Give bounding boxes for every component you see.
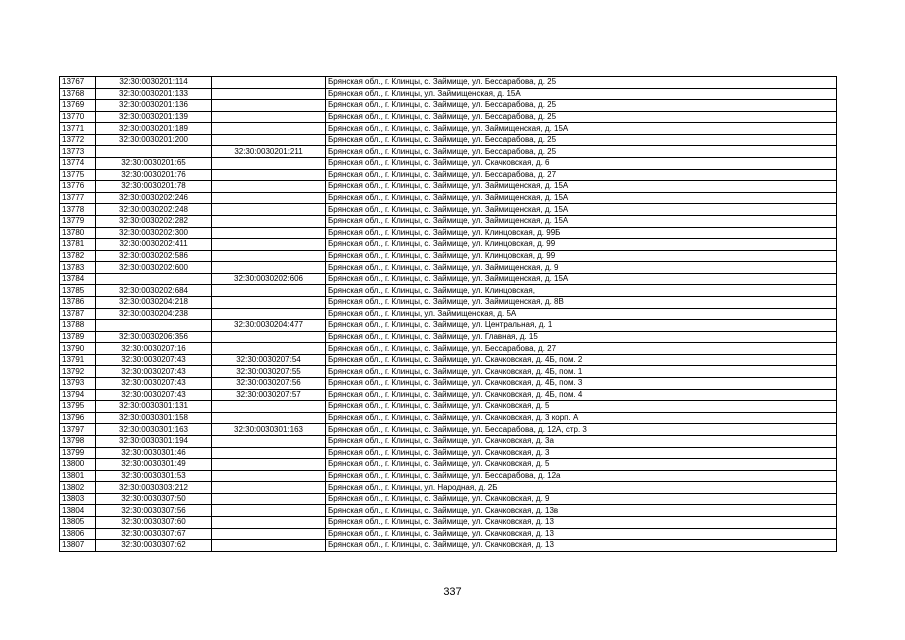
related-cadastral-number-cell: 32:30:0030207:54 (212, 354, 326, 366)
address-cell: Брянская обл., г. Клинцы, с. Займище, ул. Займищенская, д. 15А (326, 192, 837, 204)
cadastral-number-cell: 32:30:0030307:60 (96, 516, 212, 528)
cadastral-number-cell: 32:30:0030202:684 (96, 285, 212, 297)
table-row (60, 192, 837, 204)
row-number-cell: 13805 (60, 516, 96, 528)
row-number-cell: 13800 (60, 459, 96, 471)
cadastral-number-cell: 32:30:0030201:133 (96, 88, 212, 100)
row-number-cell: 13770 (60, 111, 96, 123)
row-number-cell: 13784 (60, 273, 96, 285)
cadastral-number-cell: 32:30:0030301:53 (96, 470, 212, 482)
table-row (60, 308, 837, 320)
cadastral-number-cell: 32:30:0030204:238 (96, 308, 212, 320)
address-cell: Брянская обл., г. Клинцы, с. Займище, ул. Бессарабова, д. 12А, стр. 3 (326, 424, 837, 436)
address-cell: Брянская обл., г. Клинцы, с. Займище, ул. Клинцовская, д. 99 (326, 239, 837, 251)
related-cadastral-number-cell (212, 308, 326, 320)
cadastral-number-cell: 32:30:0030201:65 (96, 158, 212, 170)
row-number-cell: 13806 (60, 528, 96, 540)
related-cadastral-number-cell (212, 250, 326, 262)
address-cell: Брянская обл., г. Клинцы, с. Займище, ул. Займищенская, д. 9 (326, 262, 837, 274)
cadastral-number-cell: 32:30:0030303:212 (96, 482, 212, 494)
table-row (60, 239, 837, 251)
related-cadastral-number-cell (212, 88, 326, 100)
address-cell: Брянская обл., г. Клинцы, с. Займище, ул. Займищенская, д. 15А (326, 123, 837, 135)
row-number-cell: 13782 (60, 250, 96, 262)
related-cadastral-number-cell: 32:30:0030207:56 (212, 378, 326, 390)
table-row (60, 470, 837, 482)
table-row (60, 273, 837, 285)
row-number-cell: 13803 (60, 493, 96, 505)
related-cadastral-number-cell (212, 169, 326, 181)
cadastral-number-cell: 32:30:0030201:200 (96, 134, 212, 146)
table-row (60, 227, 837, 239)
table-row (60, 435, 837, 447)
table-row (60, 528, 837, 540)
related-cadastral-number-cell (212, 516, 326, 528)
cadastral-number-cell: 32:30:0030201:139 (96, 111, 212, 123)
related-cadastral-number-cell (212, 331, 326, 343)
related-cadastral-number-cell: 32:30:0030202:606 (212, 273, 326, 285)
cadastral-number-cell (96, 273, 212, 285)
table-row (60, 77, 837, 89)
related-cadastral-number-cell: 32:30:0030201:211 (212, 146, 326, 158)
cadastral-number-cell (96, 146, 212, 158)
related-cadastral-number-cell (212, 215, 326, 227)
cadastral-number-cell: 32:30:0030207:43 (96, 354, 212, 366)
cadastral-number-cell: 32:30:0030206:356 (96, 331, 212, 343)
cadastral-number-cell: 32:30:0030307:56 (96, 505, 212, 517)
table-row (60, 343, 837, 355)
related-cadastral-number-cell (212, 204, 326, 216)
cadastral-number-cell: 32:30:0030207:43 (96, 389, 212, 401)
address-cell: Брянская обл., г. Клинцы, с. Займище, ул. Скачковская, д. 9 (326, 493, 837, 505)
table-row (60, 447, 837, 459)
address-cell: Брянская обл., г. Клинцы, с. Займище, ул. Бессарабова, д. 27 (326, 169, 837, 181)
cadastral-number-cell: 32:30:0030301:158 (96, 412, 212, 424)
row-number-cell: 13798 (60, 435, 96, 447)
cadastral-number-cell: 32:30:0030301:49 (96, 459, 212, 471)
cadastral-number-cell: 32:30:0030201:78 (96, 181, 212, 193)
address-cell: Брянская обл., г. Клинцы, с. Займище, ул. Скачковская, д. 13 (326, 516, 837, 528)
table-row (60, 88, 837, 100)
cadastral-number-cell: 32:30:0030201:114 (96, 77, 212, 89)
related-cadastral-number-cell (212, 181, 326, 193)
address-cell: Брянская обл., г. Клинцы, с. Займище, ул. Бессарабова, д. 25 (326, 146, 837, 158)
table-row (60, 262, 837, 274)
table-row (60, 158, 837, 170)
related-cadastral-number-cell (212, 528, 326, 540)
row-number-cell: 13781 (60, 239, 96, 251)
related-cadastral-number-cell (212, 285, 326, 297)
row-number-cell: 13777 (60, 192, 96, 204)
row-number-cell: 13795 (60, 401, 96, 413)
table-row (60, 354, 837, 366)
table-row (60, 146, 837, 158)
related-cadastral-number-cell (212, 158, 326, 170)
related-cadastral-number-cell (212, 482, 326, 494)
row-number-cell: 13796 (60, 412, 96, 424)
address-cell: Брянская обл., г. Клинцы, с. Займище, ул. Клинцовская, д. 99 (326, 250, 837, 262)
address-cell: Брянская обл., г. Клинцы, с. Займище, ул. Бессарабова, д. 25 (326, 111, 837, 123)
table-row (60, 123, 837, 135)
cadastral-number-cell: 32:30:0030301:46 (96, 447, 212, 459)
address-cell: Брянская обл., г. Клинцы, с. Займище, ул. Главная, д. 15 (326, 331, 837, 343)
table-row (60, 401, 837, 413)
related-cadastral-number-cell (212, 262, 326, 274)
cadastral-number-cell: 32:30:0030301:163 (96, 424, 212, 436)
row-number-cell: 13767 (60, 77, 96, 89)
row-number-cell: 13783 (60, 262, 96, 274)
table-row (60, 296, 837, 308)
related-cadastral-number-cell (212, 134, 326, 146)
address-cell: Брянская обл., г. Клинцы, с. Займище, ул. Займищенская, д. 8В (326, 296, 837, 308)
related-cadastral-number-cell: 32:30:0030301:163 (212, 424, 326, 436)
row-number-cell: 13771 (60, 123, 96, 135)
address-cell: Брянская обл., г. Клинцы, с. Займище, ул. Скачковская, д. 5 (326, 401, 837, 413)
row-number-cell: 13804 (60, 505, 96, 517)
related-cadastral-number-cell: 32:30:0030204:477 (212, 320, 326, 332)
table-row (60, 215, 837, 227)
registry-table-body (60, 77, 837, 552)
related-cadastral-number-cell (212, 296, 326, 308)
row-number-cell: 13792 (60, 366, 96, 378)
cadastral-number-cell: 32:30:0030202:246 (96, 192, 212, 204)
table-row (60, 320, 837, 332)
address-cell: Брянская обл., г. Клинцы, ул. Займищенская, д. 5А (326, 308, 837, 320)
row-number-cell: 13785 (60, 285, 96, 297)
address-cell: Брянская обл., г. Клинцы, с. Займище, ул. Займищенская, д. 15А (326, 273, 837, 285)
table-row (60, 424, 837, 436)
related-cadastral-number-cell (212, 111, 326, 123)
row-number-cell: 13769 (60, 100, 96, 112)
row-number-cell: 13779 (60, 215, 96, 227)
cadastral-number-cell: 32:30:0030307:62 (96, 540, 212, 552)
address-cell: Брянская обл., г. Клинцы, с. Займище, ул. Бессарабова, д. 12а (326, 470, 837, 482)
related-cadastral-number-cell (212, 123, 326, 135)
cadastral-number-cell: 32:30:0030307:50 (96, 493, 212, 505)
address-cell: Брянская обл., г. Клинцы, с. Займище, ул. Бессарабова, д. 27 (326, 343, 837, 355)
cadastral-number-cell: 32:30:0030202:600 (96, 262, 212, 274)
table-row (60, 389, 837, 401)
related-cadastral-number-cell (212, 100, 326, 112)
row-number-cell: 13787 (60, 308, 96, 320)
address-cell: Брянская обл., г. Клинцы, ул. Народная, д. 2Б (326, 482, 837, 494)
registry-table (59, 76, 837, 552)
cadastral-number-cell: 32:30:0030202:282 (96, 215, 212, 227)
row-number-cell: 13786 (60, 296, 96, 308)
table-row (60, 516, 837, 528)
cadastral-number-cell: 32:30:0030202:248 (96, 204, 212, 216)
related-cadastral-number-cell (212, 540, 326, 552)
row-number-cell: 13768 (60, 88, 96, 100)
related-cadastral-number-cell (212, 412, 326, 424)
related-cadastral-number-cell (212, 192, 326, 204)
row-number-cell: 13774 (60, 158, 96, 170)
row-number-cell: 13799 (60, 447, 96, 459)
table-row (60, 169, 837, 181)
table-row (60, 111, 837, 123)
table-row (60, 181, 837, 193)
table-row (60, 412, 837, 424)
address-cell: Брянская обл., г. Клинцы, с. Займище, ул. Скачковская, д. 5 (326, 459, 837, 471)
related-cadastral-number-cell (212, 459, 326, 471)
row-number-cell: 13789 (60, 331, 96, 343)
table-row (60, 459, 837, 471)
cadastral-number-cell: 32:30:0030207:43 (96, 366, 212, 378)
related-cadastral-number-cell (212, 493, 326, 505)
related-cadastral-number-cell: 32:30:0030207:57 (212, 389, 326, 401)
address-cell: Брянская обл., г. Клинцы, с. Займище, ул. Скачковская, д. 13 (326, 528, 837, 540)
address-cell: Брянская обл., г. Клинцы, с. Займище, ул. Займищенская, д. 15А (326, 204, 837, 216)
related-cadastral-number-cell (212, 401, 326, 413)
row-number-cell: 13794 (60, 389, 96, 401)
address-cell: Брянская обл., г. Клинцы, с. Займище, ул. Займищенская, д. 15А (326, 181, 837, 193)
address-cell: Брянская обл., г. Клинцы, с. Займище, ул. Клинцовская, д. 99Б (326, 227, 837, 239)
related-cadastral-number-cell (212, 470, 326, 482)
related-cadastral-number-cell (212, 505, 326, 517)
table-row (60, 505, 837, 517)
row-number-cell: 13793 (60, 378, 96, 390)
cadastral-number-cell: 32:30:0030307:67 (96, 528, 212, 540)
related-cadastral-number-cell (212, 77, 326, 89)
table-row (60, 134, 837, 146)
row-number-cell: 13773 (60, 146, 96, 158)
address-cell: Брянская обл., г. Клинцы, с. Займище, ул. Бессарабова, д. 25 (326, 100, 837, 112)
cadastral-number-cell: 32:30:0030201:136 (96, 100, 212, 112)
related-cadastral-number-cell (212, 435, 326, 447)
related-cadastral-number-cell: 32:30:0030207:55 (212, 366, 326, 378)
row-number-cell: 13802 (60, 482, 96, 494)
table-row (60, 482, 837, 494)
cadastral-number-cell: 32:30:0030301:131 (96, 401, 212, 413)
address-cell: Брянская обл., г. Клинцы, с. Займище, ул. Скачковская, д. 3 (326, 447, 837, 459)
cadastral-number-cell: 32:30:0030201:189 (96, 123, 212, 135)
related-cadastral-number-cell (212, 239, 326, 251)
table-row (60, 204, 837, 216)
row-number-cell: 13801 (60, 470, 96, 482)
table-row (60, 378, 837, 390)
address-cell: Брянская обл., г. Клинцы, с. Займище, ул. Бессарабова, д. 25 (326, 134, 837, 146)
table-row (60, 285, 837, 297)
address-cell: Брянская обл., г. Клинцы, с. Займище, ул. Скачковская, д. 4Б, пом. 2 (326, 354, 837, 366)
row-number-cell: 13790 (60, 343, 96, 355)
row-number-cell: 13775 (60, 169, 96, 181)
row-number-cell: 13778 (60, 204, 96, 216)
address-cell: Брянская обл., г. Клинцы, ул. Займищенская, д. 15А (326, 88, 837, 100)
related-cadastral-number-cell (212, 343, 326, 355)
row-number-cell: 13807 (60, 540, 96, 552)
row-number-cell: 13780 (60, 227, 96, 239)
row-number-cell: 13791 (60, 354, 96, 366)
table-row (60, 366, 837, 378)
row-number-cell: 13797 (60, 424, 96, 436)
address-cell: Брянская обл., г. Клинцы, с. Займище, ул. Скачковская, д. 6 (326, 158, 837, 170)
cadastral-number-cell: 32:30:0030202:411 (96, 239, 212, 251)
related-cadastral-number-cell (212, 227, 326, 239)
address-cell: Брянская обл., г. Клинцы, с. Займище, ул. Скачковская, д. 4Б, пом. 4 (326, 389, 837, 401)
cadastral-number-cell: 32:30:0030202:300 (96, 227, 212, 239)
table-row (60, 100, 837, 112)
cadastral-number-cell (96, 320, 212, 332)
table-row (60, 540, 837, 552)
cadastral-number-cell: 32:30:0030207:43 (96, 378, 212, 390)
table-row (60, 331, 837, 343)
table-row (60, 493, 837, 505)
table-row (60, 250, 837, 262)
address-cell: Брянская обл., г. Клинцы, с. Займище, ул. Клинцовская, (326, 285, 837, 297)
page-number: 337 (443, 586, 462, 598)
row-number-cell: 13788 (60, 320, 96, 332)
address-cell: Брянская обл., г. Клинцы, с. Займище, ул. Скачковская, д. 13 (326, 540, 837, 552)
related-cadastral-number-cell (212, 447, 326, 459)
cadastral-number-cell: 32:30:0030202:586 (96, 250, 212, 262)
address-cell: Брянская обл., г. Клинцы, с. Займище, ул. Скачковская, д. 4Б, пом. 1 (326, 366, 837, 378)
cadastral-number-cell: 32:30:0030204:218 (96, 296, 212, 308)
address-cell: Брянская обл., г. Клинцы, с. Займище, ул. Скачковская, д. 13в (326, 505, 837, 517)
row-number-cell: 13776 (60, 181, 96, 193)
address-cell: Брянская обл., г. Клинцы, с. Займище, ул. Скачковская, д. 3 корп. А (326, 412, 837, 424)
address-cell: Брянская обл., г. Клинцы, с. Займище, ул. Скачковская, д. 4Б, пом. 3 (326, 378, 837, 390)
address-cell: Брянская обл., г. Клинцы, с. Займище, ул. Бессарабова, д. 25 (326, 77, 837, 89)
address-cell: Брянская обл., г. Клинцы, с. Займище, ул. Займищенская, д. 15А (326, 215, 837, 227)
address-cell: Брянская обл., г. Клинцы, с. Займище, ул. Центральная, д. 1 (326, 320, 837, 332)
cadastral-number-cell: 32:30:0030207:16 (96, 343, 212, 355)
cadastral-number-cell: 32:30:0030201:76 (96, 169, 212, 181)
row-number-cell: 13772 (60, 134, 96, 146)
cadastral-number-cell: 32:30:0030301:194 (96, 435, 212, 447)
address-cell: Брянская обл., г. Клинцы, с. Займище, ул. Скачковская, д. 3а (326, 435, 837, 447)
